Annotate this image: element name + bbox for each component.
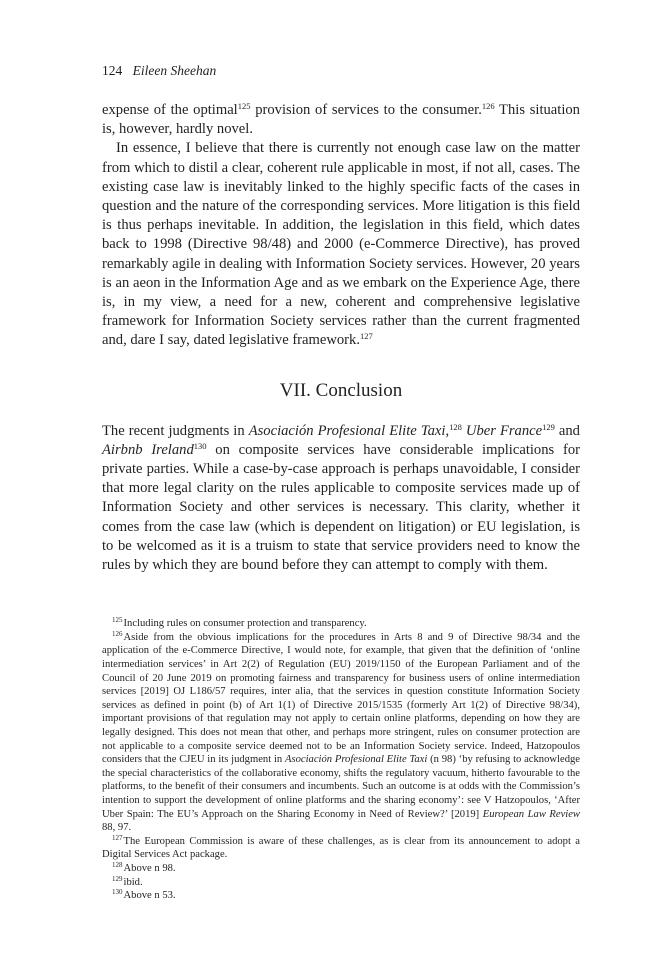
paragraph-2: In essence, I believe that there is currently not enough case law on the matter from which to distil a clear, coherent rule applicable in most, if not all, cases. The existing case law is inevitably linked to the highly specific facts of the cases in question and the nature of the corresponding services. More litigation is this field is thus perhaps inevitable. In addition, the legislation in this field, which dates back to 1998 (Directive 98/48) and 2000 (e-Commerce Directive), has proved remarkably agile in dealing with Information Society services. However, 20 years is an aeon in the Information Age and as we embark on the Experience Age, there is, in my view, a need for a new, coherent and comprehensive legislative framework for Information Society services rather than the current fragmented and, dare I say, dated legislative framework.$^{127}$ (102, 140, 580, 349)
page (102, 62, 580, 903)
case-name: Asociación Profesional Elite Taxi (248, 422, 446, 439)
footnote-ref-125[interactable]: 125 (237, 101, 251, 111)
footnote-128: $^{128}$Above n 98. (112, 860, 176, 874)
conclusion-paragraph: The recent judgments in Asociación Profesional Elite Taxi,$^{128}$ Uber France$^{129}$ and Airbnb Ireland$^{130}$ on composite services have considerable implications for private parties. While a case-by-case approach is perhaps unavoidable, I consider that more legal clarity on the rules applicable to composite services made up of Information Society and other services is necessary. This clarity, whether it comes from the case law (which is dependent on litigation) or EU legislation, is to be welcomed as it is a truism to state that service providers need to know the rules by which they are bound before they can attempt to comply with them. (102, 421, 580, 574)
footnote-126: $^{126}$Aside from the obvious implications for the procedures in Arts 8 and 9 of Directive 98/34 and the application of the e-Commerce Directive, I would note, for example, that given that the definition of ‘online intermediation services’ in Art 2(2) of Regulation (EU) 2019/1150 of the European Parliament and of the Council of 20 June 2019 on promoting fairness and transparency for business users of online intermediation services [2019] OJ L186/57 requires, inter alia, that the services in question constitute Information Society services as defined in point (b) of Art 1(1) of Directive 2015/1535 (formerly Art 1(2) of Directive 98/34), important provisions of that regulation may not apply to certain online platforms, depending on how they are legally designed. This does not mean that other, and perhaps more stringent, rules on consumer protection are not applicable to a composite service deemed not to be an Information Society service. Indeed, Hatzopoulos considers that the CJEU in its judgment in Asociación Profesional Elite Taxi (n 98) ‘by refusing to acknowledge the special characteristics of the collaborative economy, shifts the regulatory vacuum, hitherto favourable to the platforms, to the benefit of their consumers and incumbents. Such an outcome is at odds with the Commission’s intention to support the development of online platforms and the sharing economy’: see V Hatzopoulos, ‘After Uber Spain: The EU’s Approach on the Sharing Economy in Need of Review?’ [2019] European Law Review 88, 97. (102, 629, 580, 834)
footnote-130: $^{130}$Above n 53. (112, 888, 176, 902)
footnote-ref-126[interactable]: 126 (481, 101, 495, 111)
body-text (102, 101, 580, 351)
footnote-ref-127[interactable]: 127 (359, 331, 373, 342)
conclusion-text (102, 422, 580, 576)
footnote-ref-130[interactable]: 130 (193, 440, 207, 451)
page-number: 124 (102, 63, 123, 78)
footnote-125: $^{125}$Including rules on consumer protection and transparency. (112, 616, 367, 630)
footnote-ref-129[interactable]: 129 (542, 421, 555, 432)
footnote-129: $^{129}$ibid. (112, 874, 143, 888)
section-heading: VII. Conclusion (279, 379, 403, 401)
footnote-127: $^{127}$The European Commission is aware of these challenges, as is clear from its announcement to adopt a Digital Services Act package. (102, 833, 580, 861)
running-head-author: Eileen Sheehan (132, 63, 217, 78)
footnote-ref-128[interactable]: 128 (449, 421, 462, 432)
case-name: Airbnb Ireland (102, 441, 194, 458)
running-head (102, 62, 580, 80)
case-name: Uber France (465, 422, 543, 439)
footnotes (102, 617, 580, 902)
paragraph-1: expense of the optimal$^{125}$ provision of services to the consumer.$^{126}$ This situation is, however, hardly novel. (102, 101, 580, 138)
